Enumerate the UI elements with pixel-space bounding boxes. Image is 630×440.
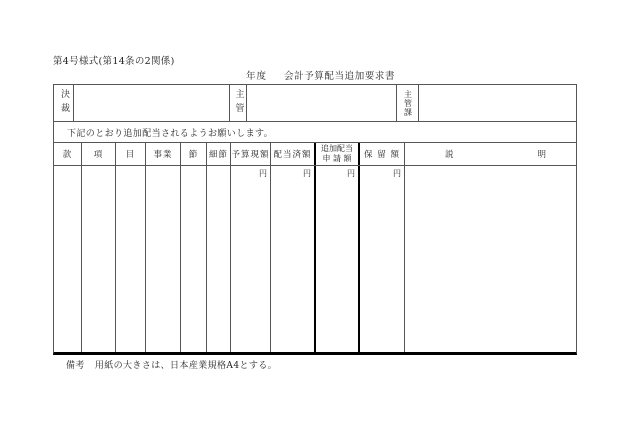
yen-unit-haito-zumigaku: 円 — [303, 169, 311, 178]
body-cell-moku — [116, 166, 146, 352]
body-cell-setsumei — [405, 166, 576, 352]
col-header-moku: 目 — [116, 143, 146, 165]
footnote — [66, 358, 277, 371]
form-number: 第4号様式(第14条の2関係) — [53, 56, 175, 67]
shukan-blank-cell — [247, 85, 397, 121]
col-header-setsu: 節 — [181, 143, 207, 165]
body-cell-yosan-gengaku — [231, 166, 271, 352]
body-cell-horyugaku — [360, 166, 405, 352]
col-header-tsuika-haito-line1: 追加配当 — [321, 144, 353, 153]
title-name: 会計予算配当追加要求書 — [284, 71, 396, 82]
shukanka-cell — [397, 85, 419, 121]
yen-unit-tsuika-haito: 円 — [347, 169, 355, 178]
shukan-cell — [230, 85, 247, 121]
yen-unit-horyugaku: 円 — [393, 169, 401, 178]
kessai-blank-cell — [74, 85, 230, 121]
approval-row — [54, 85, 576, 122]
body-cell-kan — [54, 166, 82, 352]
col-header-setsumei-right: 明 — [537, 150, 546, 160]
body-cell-setsu — [181, 166, 207, 352]
table-body-row — [54, 166, 576, 352]
col-header-yosan-gengaku: 予算現額 — [231, 143, 271, 165]
shukan-label: 主管 — [233, 89, 244, 117]
col-header-saisetsu: 細節 — [207, 143, 231, 165]
col-header-ko: 項 — [82, 143, 116, 165]
footnote-text: 用紙の大きさは、日本産業規格A4とする。 — [94, 361, 278, 371]
request-text: 下記のとおり追加配当されるようお願いします。 — [67, 128, 274, 139]
footnote-label: 備考 — [66, 361, 85, 371]
body-cell-ko — [82, 166, 116, 352]
body-cell-tsuika-haito — [316, 166, 360, 352]
col-header-haito-zumigaku: 配当済額 — [271, 143, 316, 165]
shukanka-label: 主管課 — [403, 89, 413, 117]
shukanka-blank-cell — [419, 85, 576, 121]
col-header-tsuika-haito-line2: 申 請 額 — [322, 154, 352, 163]
col-header-setsumei-left: 説 — [445, 150, 454, 160]
col-header-setsumei — [405, 143, 576, 165]
body-cell-jigyo — [146, 166, 181, 352]
body-cell-haito-zumigaku — [271, 166, 316, 352]
document-title — [246, 68, 395, 82]
yen-unit-yosan-gengaku: 円 — [259, 169, 267, 178]
form-table — [53, 84, 577, 355]
kessai-label: 決裁 — [59, 89, 69, 117]
request-row — [54, 122, 576, 143]
col-header-tsuika-haito — [316, 143, 360, 165]
col-header-kan: 款 — [54, 143, 82, 165]
body-cell-saisetsu — [207, 166, 231, 352]
col-header-jigyo: 事業 — [146, 143, 181, 165]
table-header-row — [54, 143, 576, 166]
title-year-label: 年度 — [246, 71, 268, 82]
col-header-horyugaku: 保 留 額 — [360, 143, 405, 165]
kessai-cell — [54, 85, 74, 121]
